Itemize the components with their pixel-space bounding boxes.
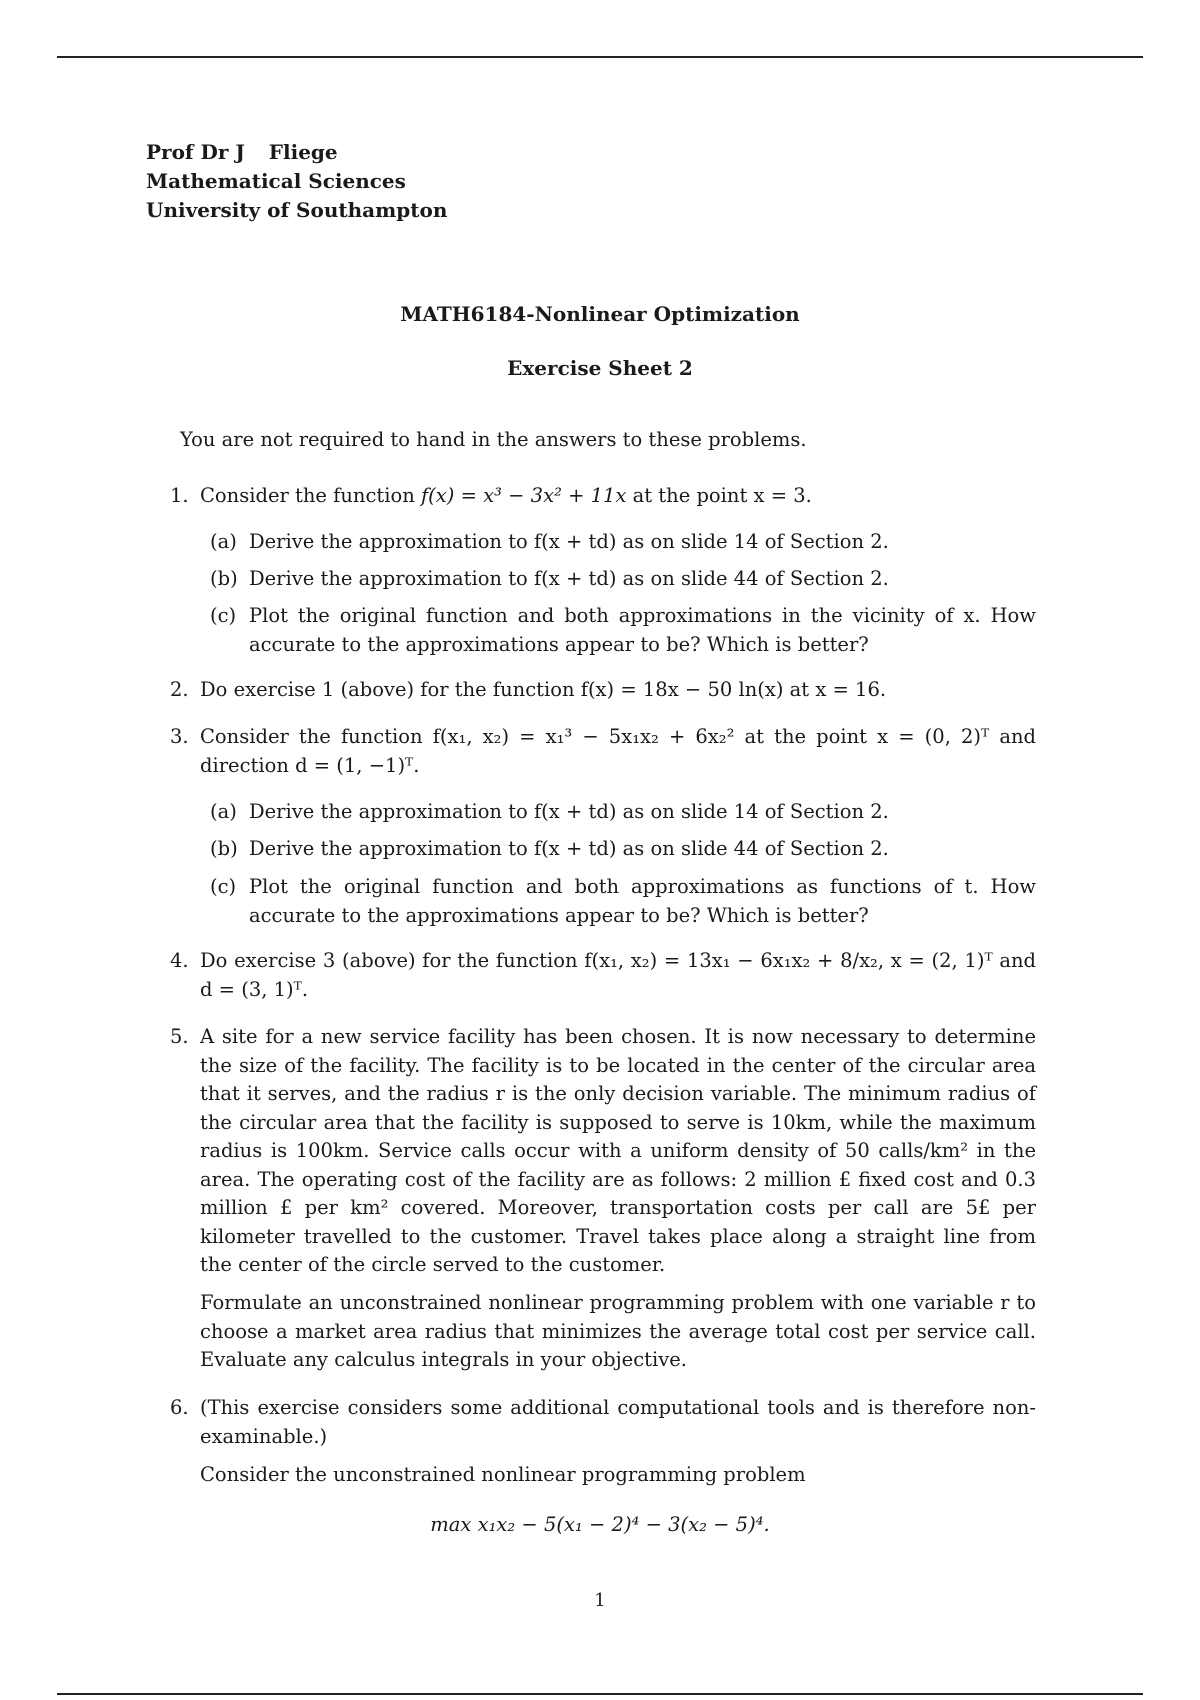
sheet-title: Exercise Sheet 2: [507, 356, 693, 380]
question-1b: (b) Derive the approximation to f(x + td) as on slide 44 of Section 2.: [210, 567, 889, 590]
question-1: 1. Consider the function f(x) = x³ − 3x² + 11x at the point x = 3.: [170, 482, 1036, 511]
question-6-equation: max x₁x₂ − 5(x₁ − 2)⁴ − 3(x₂ − 5)⁴.: [430, 1513, 770, 1536]
course-title: MATH6184-Nonlinear Optimization: [400, 302, 800, 326]
question-5-task: Formulate an unconstrained nonlinear programming problem with one variable r to choose a market area radius that minimizes the average total cost per service call. Evaluate any calculus integrals in your objective.: [200, 1291, 1036, 1371]
author-university: University of Southampton: [146, 198, 448, 222]
question-5: 5. A site for a new service facility has been chosen. It is now necessary to determine the size of the facility. The facility is to be located in the center of the circular area that it serves, and the radius r is the only decision variable. The minimum radius of the circular area that the facility is supposed to serve is 10km, while the maximum radius is 100km. Service calls occur with a uniform density of 50 calls/km² in the area. The operating cost of the facility are as follows: 2 million £ fixed cost and 0.3 million £ per km² covered. Moreover, transportation costs per call are 5£ per kilometer travelled to the customer. Travel takes place along a straight line from the center of the circle served to the customer.: [170, 1025, 1036, 1276]
question-2: 2. Do exercise 1 (above) for the function f(x) = 18x − 50 ln(x) at x = 16.: [170, 678, 887, 701]
question-3: 3. Consider the function f(x₁, x₂) = x₁³ − 5x₁x₂ + 6x₂² at the point x = (0, 2)ᵀ and direction d = (1, −1)ᵀ.: [170, 725, 1036, 777]
author-block: [146, 138, 447, 225]
question-1a: (a) Derive the approximation to f(x + td) as on slide 14 of Section 2.: [210, 530, 889, 553]
top-rule: [57, 56, 1143, 58]
question-4: 4. Do exercise 3 (above) for the function f(x₁, x₂) = 13x₁ − 6x₁x₂ + 8/x₂, x = (2, 1)ᵀ and d = (3, 1)ᵀ.: [170, 949, 1036, 1001]
question-3c: (c) Plot the original function and both approximations as functions of t. How accurate to the approximations appear to be? Which is better?: [210, 875, 1036, 927]
author-name: Prof Dr J Fliege: [146, 140, 338, 164]
question-1c: (c) Plot the original function and both approximations in the vicinity of x. How accurate to the approximations appear to be? Which is better?: [210, 604, 1036, 656]
question-6-intro: Consider the unconstrained nonlinear programming problem: [200, 1463, 806, 1486]
question-3a: (a) Derive the approximation to f(x + td) as on slide 14 of Section 2.: [210, 800, 889, 823]
question-number: 1.: [170, 484, 189, 507]
question-3b: (b) Derive the approximation to f(x + td) as on slide 44 of Section 2.: [210, 837, 889, 860]
question-6: 6. (This exercise considers some additional computational tools and is therefore non-examinable.): [170, 1396, 1036, 1448]
bottom-rule: [57, 1693, 1143, 1695]
intro-text: You are not required to hand in the answers to these problems.: [180, 428, 807, 451]
author-department: Mathematical Sciences: [146, 169, 406, 193]
page-number: 1: [594, 1590, 606, 1611]
